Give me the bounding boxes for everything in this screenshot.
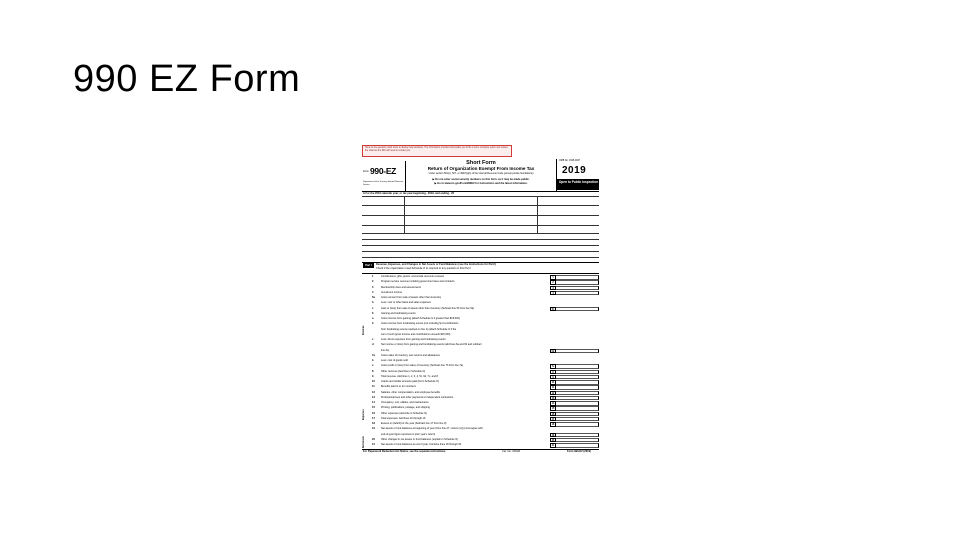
line-number: 7a [372,353,375,357]
form-line [362,354,599,359]
line-description: Investment income [381,290,402,294]
footer-form-id: Form 990-EZ (2019) [567,450,591,453]
open-to-public-badge: Open to Public Inspection [557,179,599,190]
form-instruction-url: ▶ Go to www.irs.gov/Form990EZ for instructions and the latest information. [434,181,528,185]
line-box-number: 13 [551,397,555,400]
line-amount-field [556,364,599,369]
line-description: Gaming and fundraising events [381,311,416,315]
form-line [362,422,599,427]
line-description: Other changes in net assets or fund balances (explain in Schedule O) [381,437,458,441]
line-amount-field [556,307,599,312]
form-line [362,301,599,306]
line-amount-field [556,349,599,354]
line-number: 10 [372,380,375,383]
line-description: Contributions, gifts, grants, and similar amounts received [381,275,444,278]
part1-label: Part I [363,263,374,268]
line-number: 20 [372,437,375,441]
form-instruction-ssn: ▶ Do not enter social security numbers on this form, as it may be made public. [432,178,530,181]
form-line [362,417,599,422]
line-box-number: 10 [551,382,555,384]
line-amount-field [556,433,599,438]
line-number: b [372,322,374,326]
line-description: Gross income from gaming (attach Schedule G if greater than $15,000) [381,317,460,320]
form-label: Form [363,170,369,173]
line-box-number: 1 [550,275,556,280]
line-number: 9 [372,374,374,378]
form-line [362,375,599,380]
line-description: Benefits paid to or for members [381,385,416,389]
form-line [362,343,599,348]
form-990ez-image [362,145,599,456]
form-line [362,412,599,417]
line-description: Membership dues and assessments [381,285,422,289]
tax-year-row: A For the 2019 calendar year, or tax year beginning , 2019, and ending , 20 [363,192,455,195]
line-box-number: 15 [551,408,555,411]
line-number: c [372,364,374,368]
line-number: d [372,343,374,347]
line-description: from fundraising events reported on line 1) (attach Schedule G if the [381,327,457,331]
line-number: a [372,317,374,320]
line-number: 12 [372,390,375,394]
form-line [362,385,599,390]
line-number: 5a [372,296,375,299]
line-description: Net assets or fund balances at beginning of year (from line 27, column (A)) (must agree with [381,427,483,431]
footer-paperwork-notice: For Paperwork Reduction Act Notice, see the separate instructions. [363,450,447,453]
line-number: 1 [372,275,374,278]
line-amount-field [556,291,599,296]
line-amount-field [556,391,599,396]
form-line [362,349,599,354]
line-box-number: 5c [551,308,555,311]
line-number: 6 [372,311,374,315]
line-number: 16 [372,411,375,415]
form-line [362,286,599,291]
line-number: 2 [372,280,374,284]
form-line [362,322,599,327]
form-department: Department of the Treasury Internal Revenue Service [363,181,404,186]
form-line [362,333,599,338]
line-description: Excess or (deficit) for the year (Subtract line 17 from line 9) [381,422,447,425]
line-box-number: 17 [551,418,555,421]
form-year: 2019 [562,165,587,176]
part1-title: Revenue, Expenses, and Changes in Net Assets or Fund Balances (see the instructions for Part I) [376,263,496,266]
form-line [362,401,599,406]
line-number: 8 [372,369,374,373]
line-description: Other expenses (describe in Schedule O) [381,411,427,415]
form-line [362,364,599,369]
line-description: Less: direct expenses from gaming and fundraising events [381,338,446,341]
line-number: 19 [372,427,375,431]
line-description: Less: cost of goods sold [381,359,408,362]
line-box-number: 14 [551,403,555,405]
form-line [362,338,599,343]
form-line [362,391,599,396]
form-number-block [362,161,406,191]
line-number: c [372,306,374,310]
line-number: 11 [372,385,375,389]
part1-rule [362,273,599,274]
line-number: 3 [372,285,374,289]
side-label-revenue: Revenue [363,325,365,335]
line-box-number: 9 [550,375,556,380]
line-description: Gross profit or (loss) from sales of inventory (Subtract line 7b from line 7a) [381,364,463,368]
part1-check: Check if the organization used Schedule O to respond to any question in this Part I [376,267,471,270]
line-description: Gross amount from sale of assets other than inventory [381,296,442,299]
line-box-number: 19 [551,434,555,437]
line-description: Less: cost or other basis and sales expenses [381,301,431,305]
form-line [362,396,599,401]
line-number: 17 [372,416,375,420]
form-line [362,312,599,317]
slide-title: 990 EZ Form [73,58,301,100]
form-line [362,380,599,385]
form-line [362,307,599,312]
form-title-short: Short Form [466,160,496,166]
form-title-sub: Under section 501(c), 527, or 4947(a)(1) of the Internal Revenue Code (except private foundations) [428,172,534,175]
line-amount-field [556,406,599,411]
form-line [362,427,599,432]
line-box-number: 16 [551,413,555,416]
form-line [362,291,599,296]
form-line [362,433,599,438]
form-year-block [556,159,599,191]
line-description: Net income or (loss) from gaming and fundraising events (add lines 6a and 6b and subtract [381,343,482,347]
line-number: 13 [372,395,375,399]
form-number: 990-EZ [370,166,397,176]
line-number: c [372,338,374,341]
line-amount-field [556,401,599,406]
line-description: line 6c) [381,348,390,352]
side-label-net-assets: Net Assets [363,436,365,448]
form-line [362,438,599,443]
line-number: 15 [372,406,375,410]
form-line [362,280,599,285]
line-description: Professional fees and other payments to independent contractors [381,395,454,399]
form-line [362,296,599,301]
line-amount-field [556,438,599,443]
line-box-number: 6d [551,350,555,353]
form-title-main: Return of Organization Exempt From Income Tax [427,166,535,171]
line-description: Gain or (loss) from sale of assets other than inventory (Subtract line 5b from line 5a) [381,306,474,310]
line-number: 4 [372,290,374,294]
line-amount-field [556,396,599,401]
line-amount-field [556,286,599,291]
form-line [362,359,599,364]
line-box-number: 20 [551,439,555,442]
line-box-number: 11 [551,387,555,390]
form-line [362,317,599,322]
line-amount-field [556,370,599,375]
line-box-number: 21 [551,445,555,447]
line-description: Net assets or fund balances at end of year. Combine lines 18 through 20 [381,443,462,446]
line-number: 14 [372,401,375,404]
line-box-number: 12 [551,392,555,395]
line-description: sum of such gross income and contributions exceeds $15,000) [381,332,451,336]
form-line [362,275,599,280]
line-description: Total revenue. Add lines 1, 2, 3, 4, 5c, 6d, 7c, and 8 [381,374,438,378]
line-amount-field [556,275,599,280]
line-description: Occupancy, rent, utilities, and maintenance [381,401,429,404]
form-line [362,370,599,375]
line-amount-field [556,417,599,422]
line-number: b [372,359,374,362]
footer-cat-number: Cat. No. 10642I [502,450,521,453]
line-description: Grants and similar amounts paid (list in Schedule O) [381,380,439,383]
line-number: 21 [372,443,375,446]
line-box-number: 18 [551,424,555,426]
line-number: 18 [372,422,375,425]
line-description: Gross income from fundraising events (not including $ of contributions [381,322,459,326]
line-box-number: 2 [550,280,556,285]
line-amount-field [556,280,599,285]
line-amount-field [556,412,599,417]
line-box-number: 8 [550,370,556,375]
form-line [362,443,599,448]
line-description: end-of-year figure reported on prior year's return) [381,432,436,436]
line-description: Salaries, other compensation, and employee benefits [381,390,440,394]
line-amount-field [556,380,599,385]
line-description: Other revenue (describe in Schedule O) [381,369,426,373]
line-description: Total expenses. Add lines 10 through 16 [381,416,426,420]
line-description: Gross sales of inventory, less returns and allowances [381,353,440,357]
form-omb-number: OMB No. 1545-0047 [559,160,581,162]
line-amount-field [556,422,599,427]
line-box-number: 7c [551,366,555,369]
form-line [362,406,599,411]
line-description: Program service revenue including government fees and contracts [381,280,455,284]
line-amount-field [556,385,599,390]
line-amount-field [556,443,599,448]
side-label-expenses: Expenses [363,409,365,420]
line-box-number: 4 [550,291,556,296]
form-notice-banner: Click on the question-mark icons to display help windows. The information provided will enable you to file a more complete return and reduce the chances the IRS will need to contact you. [362,145,512,157]
line-number: b [372,301,374,305]
form-title-block [406,159,556,191]
form-line [362,328,599,333]
line-box-number: 3 [550,286,556,291]
line-amount-field [556,375,599,380]
line-description: Printing, publications, postage, and shipping [381,406,430,410]
